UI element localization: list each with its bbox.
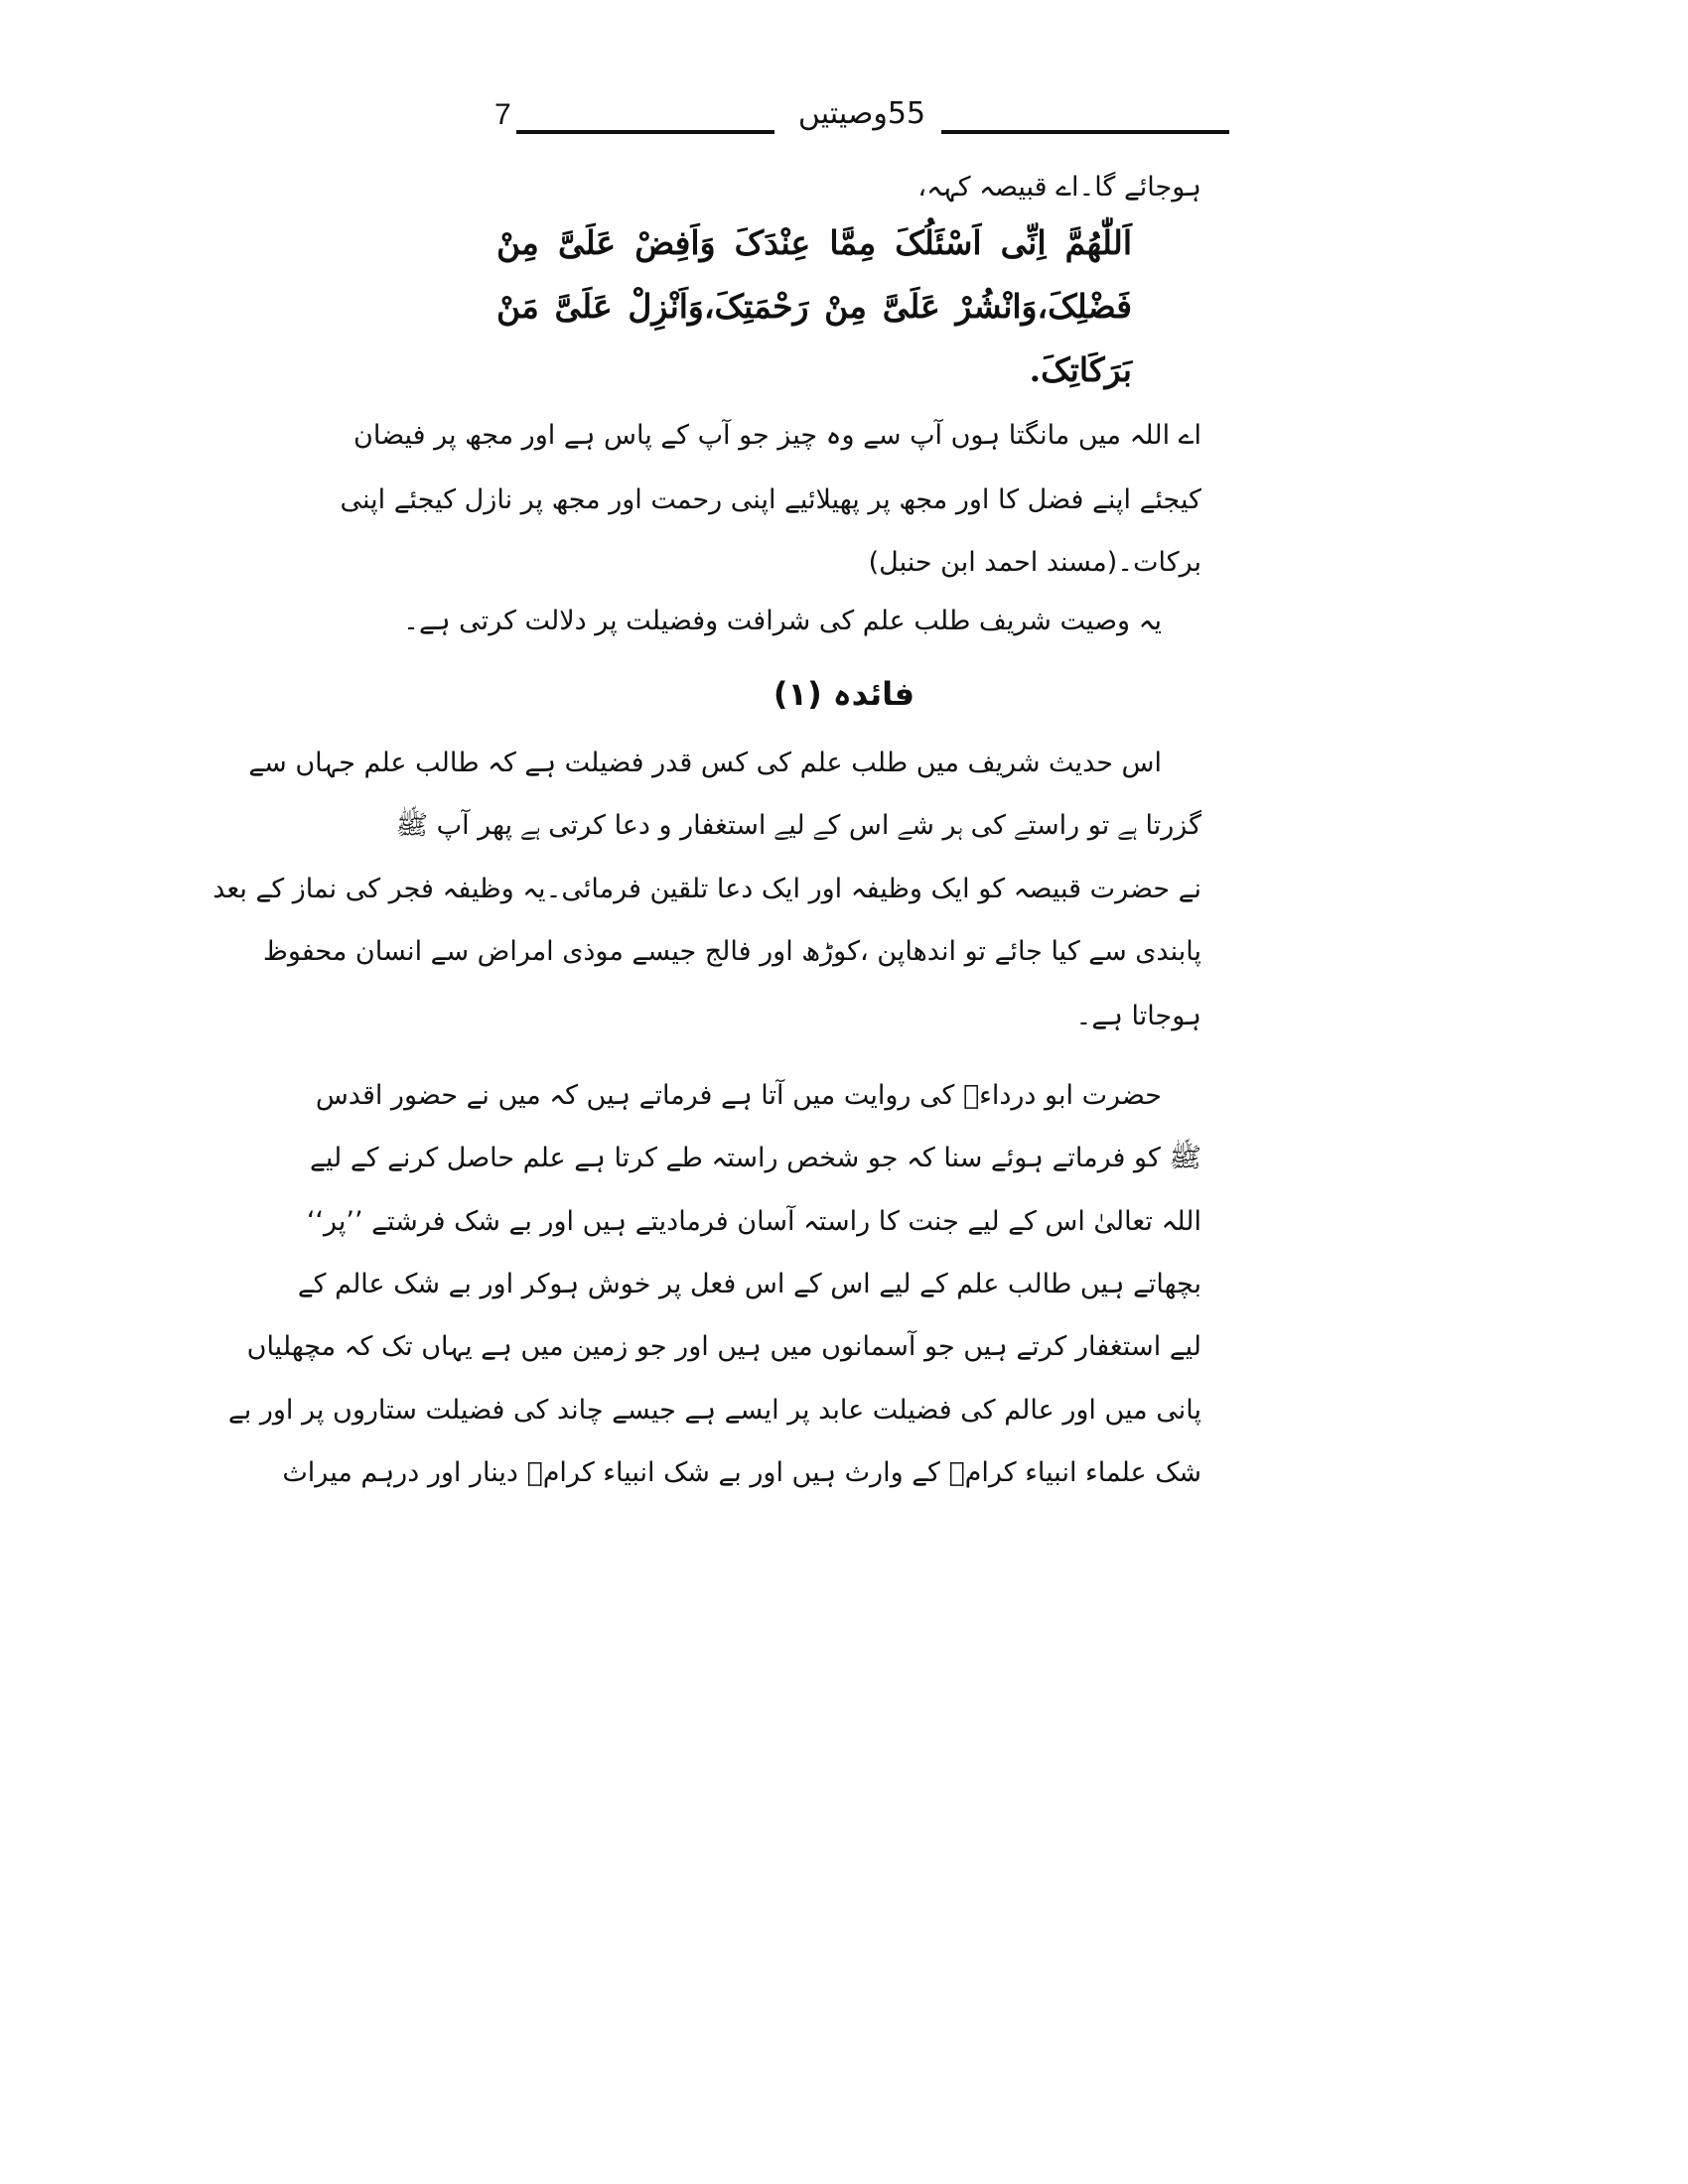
paragraph-line: اس حدیث شریف میں طلب علم کی کس قدر فضیلت ہے کہ طالب علم جہاں سے [248, 748, 1162, 778]
paragraph-line: اللہ تعالیٰ اس کے لیے جنت کا راستہ آسان فرمادیتے ہیں اور بے شک فرشتے ’’پر‘‘ [306, 1206, 1201, 1237]
section-heading: فائدہ (١) [773, 675, 915, 713]
paragraph-line: حضرت ابو درداءؓ کی روایت میں آتا ہے فرماتے ہیں کہ میں نے حضور اقدس [315, 1080, 1162, 1111]
header-rule-right [941, 130, 1229, 134]
translation-line: کیجئے اپنے فضل کا اور مجھ پر پھیلائیے اپنی رحمت اور مجھ پر نازل کیجئے اپنی [340, 484, 1201, 515]
page-number: 7 [494, 98, 511, 131]
paragraph-line: پانی میں اور عالم کی فضیلت عابد پر ایسے ہے جیسے چاند کی فضیلت ستاروں پر اور بے [227, 1395, 1201, 1426]
header-rule-left [516, 130, 774, 134]
translation-line: اے اللہ میں مانگتا ہوں آپ سے وہ چیز جو آپ کے پاس ہے اور مجھ پر فیضان [353, 420, 1201, 451]
paragraph-line: نے حضرت قبیصہ کو ایک وظیفہ اور ایک دعا تلقین فرمائی۔یہ وظیفہ فجر کی نماز کے بعد [212, 874, 1201, 904]
dua-arabic-line: اَللّٰھُمَّ اِنِّی اَسْئَلُکَ مِمَّا عِنْدَکَ وَاَفِضْ عَلَیَّ مِنْ [496, 223, 1132, 262]
dua-arabic-line: فَضْلِکَ،وَانْشُرْ عَلَیَّ مِنْ رَحْمَتِکَ،وَاَنْزِلْ عَلَیَّ مَنْ [496, 287, 1132, 326]
paragraph-line: پابندی سے کیا جائے تو اندھاپن ،کوڑھ اور فالج جیسے موذی امراض سے انسان محفوظ [262, 936, 1201, 967]
paragraph-line: شک علماء انبیاء کرامؑ کے وارث ہیں اور بے شک انبیاء کرامؑ دینار اور درہم میراث [282, 1457, 1201, 1488]
paragraph-line: بچھاتے ہیں طالب علم کے لیے اس کے اس فعل پر خوش ہوکر اور بے شک عالم کے [297, 1269, 1201, 1299]
paragraph-line: لیے استغفار کرتے ہیں جو آسمانوں میں ہیں اور جو زمین میں ہے یہاں تک کہ مچھلیاں [246, 1331, 1201, 1362]
summary-line: یہ وصیت شریف طلب علم کی شرافت وفضیلت پر دلالت کرتی ہے۔ [403, 606, 1162, 636]
paragraph-line: ہوجاتا ہے۔ [1075, 1001, 1201, 1031]
dua-arabic-line: بَرَکَاتِکَ. [1029, 350, 1132, 389]
paragraph-line: ﷺ کو فرماتے ہوئے سنا کہ جو شخص راستہ طے کرتا ہے علم حاصل کرنے کے لیے [310, 1143, 1201, 1173]
translation-line: برکات۔(مسند احمد ابن حنبل) [868, 547, 1201, 578]
running-title: 55وصیتیں [797, 96, 926, 131]
paragraph-line: گزرتا ہے تو راستے کی ہر شے اس کے لیے استغفار و دعا کرتی ہے پھر آپ ﷺ [395, 810, 1201, 841]
intro-line: ہوجائے گا۔اے قبیصہ کہہ، [917, 172, 1201, 203]
running-header [475, 96, 1229, 138]
